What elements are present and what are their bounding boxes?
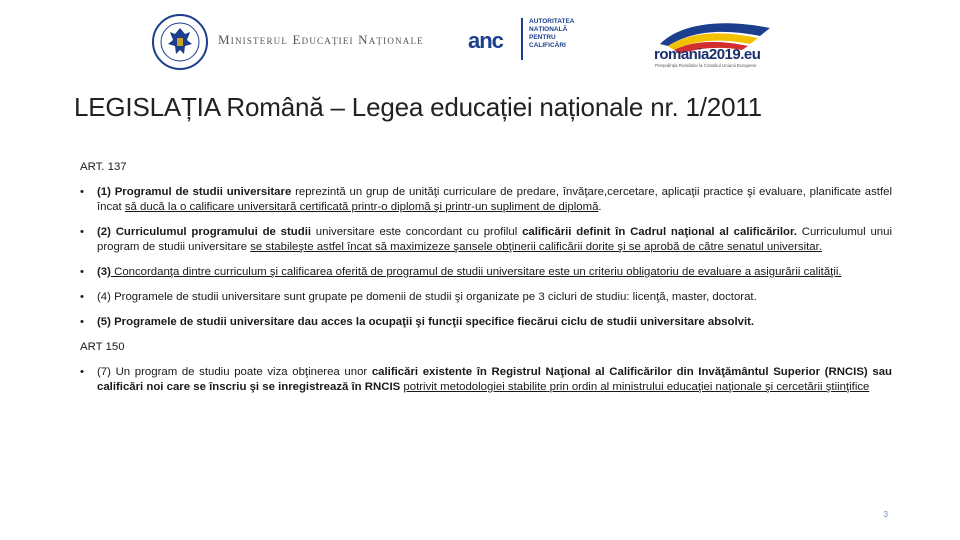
paragraph-3-underlined: Concordanţa dintre curriculum şi calificarea oferită de programul de studii universitare este un criteriu obligatoriu de evaluare a asigurării calităţii.	[110, 266, 842, 278]
ministry-name: Ministerul Educației Naționale	[218, 32, 424, 47]
anc-text-line: NAȚIONALĂ	[529, 26, 568, 33]
anc-text-line: AUTORITATEA	[529, 18, 575, 25]
anc-divider	[521, 18, 523, 60]
paragraph-1-end: .	[598, 201, 602, 213]
paragraph-2-bold: calificării definit în Cadrul naţional al calificărilor.	[522, 226, 797, 238]
paragraph-5	[80, 315, 892, 330]
header-logos	[0, 0, 960, 80]
government-seal-icon	[152, 14, 208, 70]
paragraph-7-bold: calificări existente în Registrul Naţional al Calificărilor din Invăţământul Superior (RNCIS) sau calificări noi care se înscriu şi se inregistrează în RNCIS	[97, 366, 892, 393]
paragraph-7-text: (7) Un program de studiu poate viza obţinerea unor	[97, 366, 372, 378]
paragraph-1	[80, 185, 892, 215]
page-number: 3	[883, 510, 888, 519]
paragraph-2	[80, 225, 892, 255]
paragraph-5-lead: (5) Programele de studii universitare	[97, 316, 295, 328]
paragraph-1-underlined: să ducă la o calificare universitară certificată printr-o diplomă şi printr-un supliment de diplomă	[124, 201, 599, 213]
anc-logo	[468, 28, 503, 54]
paragraph-7	[80, 365, 892, 395]
paragraph-4: • (4) Programele de studii universitare sunt grupate pe domenii de studii şi organizate pe 3 cicluri de studiu: licenţă, master, doctorat.	[80, 290, 892, 305]
paragraph-2-text-2: Curriculumul unui program de studii universitare	[97, 226, 892, 253]
article-heading: ART. 137	[80, 161, 127, 173]
paragraph-1-lead: (1) Programul de studii universitare	[97, 186, 292, 198]
paragraph-3-lead: (3)	[97, 266, 111, 278]
paragraph-7-underlined: potrivit metodologiei stabilite prin ordin al ministrului educaţiei naţionale şi cercetării ştiinţifice	[403, 381, 870, 393]
anc-text	[529, 18, 589, 50]
document-body	[80, 160, 892, 405]
anc-text-line: CALIFICĂRI	[529, 42, 566, 49]
anc-logo-text: anc	[468, 28, 503, 53]
paragraph-5-text: dau acces la ocupaţii şi funcţii specifice fiecărui ciclu de studii universitare absolvit.	[294, 316, 755, 328]
paragraph-3	[80, 265, 892, 280]
romania-logo-text: romania2019.eu	[654, 46, 761, 63]
paragraph-2-lead: (2) Curriculumul programului de studii	[97, 226, 312, 238]
article-heading: ART 150	[80, 341, 125, 353]
paragraph-2-underlined: se stabileşte astfel încat să maximizeze şansele obţinerii calificării dorite şi se aprobă de către senatul universitar.	[250, 241, 822, 253]
page-title: LEGISLAȚIA Română – Legea educației naționale nr. 1/2011	[74, 92, 762, 122]
romania-logo-subtitle: Președinția României la Consiliul Uniunii Europene	[655, 63, 757, 68]
paragraph-2-text: universitare este concordant cu profilul	[311, 226, 523, 238]
anc-text-line: PENTRU	[529, 34, 556, 41]
paragraph-1-text: reprezintă un grup de unităţi curriculare de predare, învăţare,cercetare, aplicaţii practice şi evaluare, planificate astfel încat	[97, 186, 892, 213]
